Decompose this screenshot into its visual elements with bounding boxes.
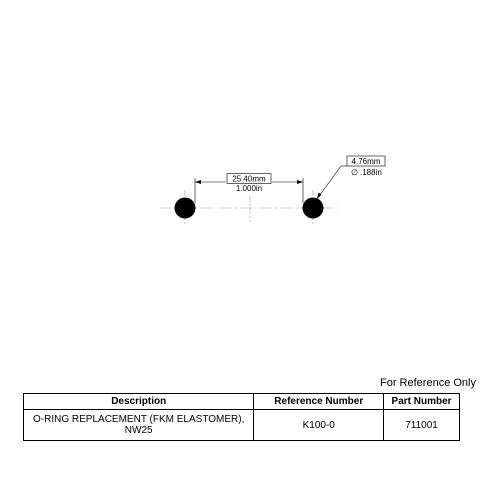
diameter-symbol: ∅ <box>351 168 358 177</box>
cs-dimension-in: .188in <box>360 168 382 177</box>
reference-number-header: Reference Number <box>254 394 384 410</box>
cs-dimension-mm: 4.76mm <box>351 157 381 166</box>
table-row <box>24 410 460 441</box>
id-dimension-mm: 25.40mm <box>232 174 266 184</box>
description-cell: O-RING REPLACEMENT (FKM ELASTOMER), NW25 <box>24 410 254 441</box>
table-header-row <box>24 394 460 410</box>
parts-table <box>23 393 460 441</box>
o-ring-section-right <box>303 198 324 219</box>
arrowhead-left <box>195 180 201 184</box>
description-header: Description <box>24 394 254 410</box>
arrowhead-right <box>297 180 303 184</box>
part-number-header: Part Number <box>384 394 460 410</box>
reference-note: For Reference Only <box>380 377 476 389</box>
o-ring-section-left <box>175 198 196 219</box>
id-dimension-in: 1.000in <box>235 184 263 193</box>
part-number-cell: 711001 <box>384 410 460 441</box>
reference-number-cell: K100-0 <box>254 410 384 441</box>
